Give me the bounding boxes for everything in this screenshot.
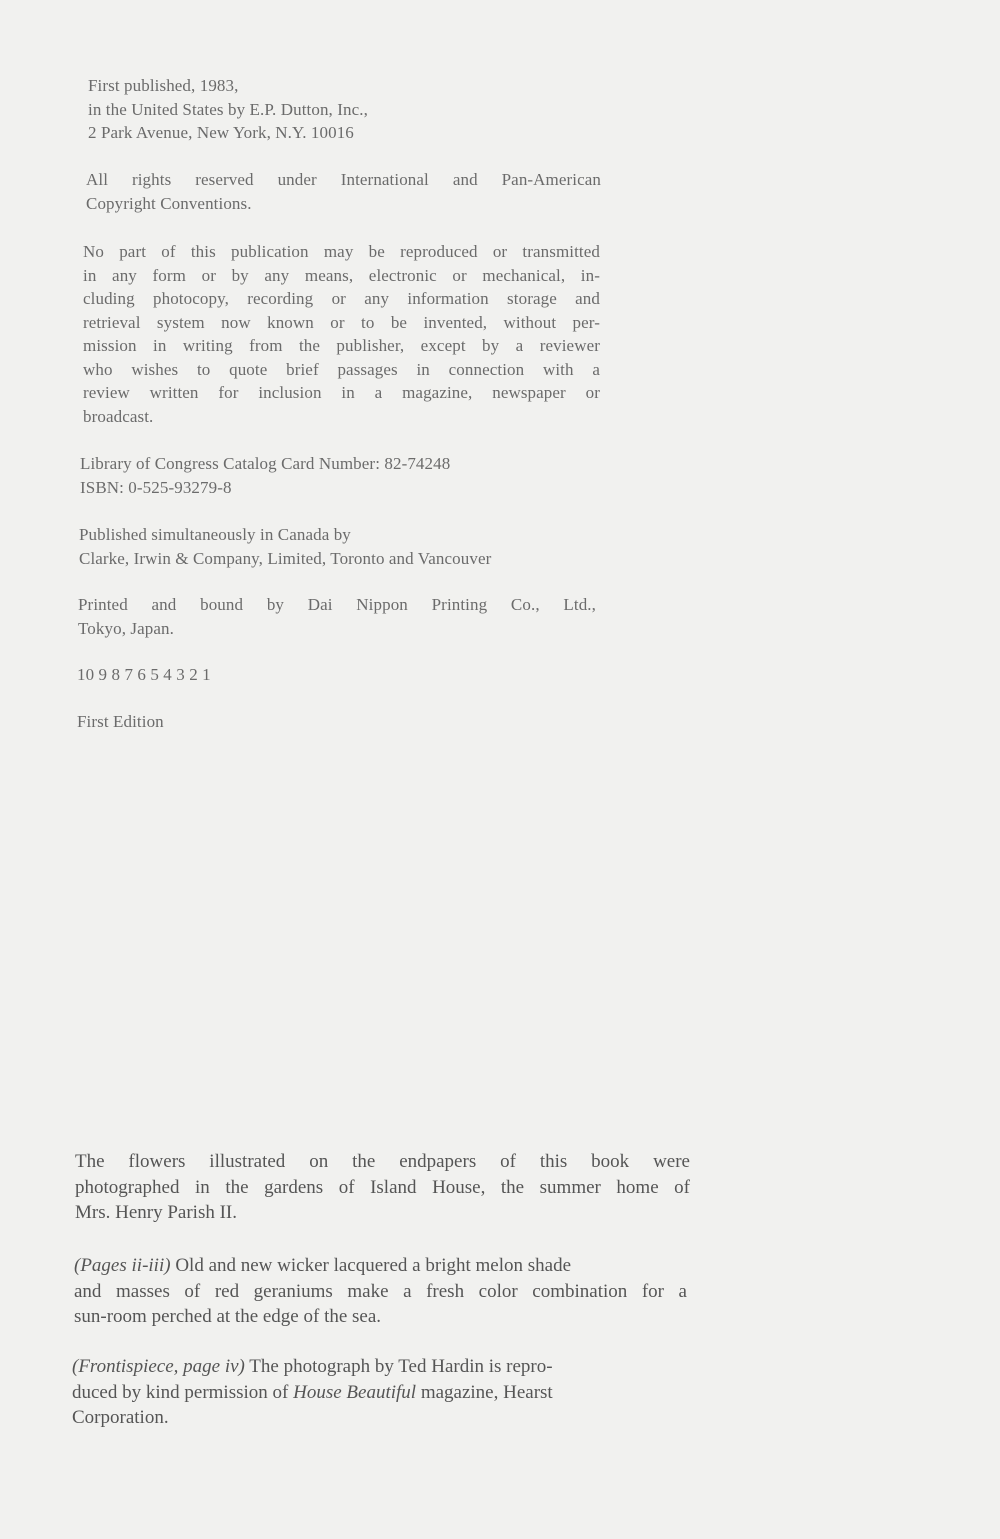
print-number-line: 10 9 8 7 6 5 4 3 2 1 (77, 665, 211, 684)
endpapers-line: Mrs. Henry Parish II. (75, 1202, 238, 1223)
reproduction-line: broadcast. (83, 406, 154, 426)
pages-caption-line: (Pages ii-iii) Old and new wicker lacquered a bright melon shade (74, 1255, 572, 1276)
endpapers-line: photographed in the gardens of Island House, the summer home of (75, 1176, 690, 1198)
reproduction-line: cluding photocopy, recording or any information storage and (83, 289, 600, 308)
frontispiece-line: Corporation. (72, 1407, 169, 1428)
reproduction-notice (83, 240, 600, 428)
reproduction-line: review written for inclusion in a magazine, newspaper or (83, 383, 600, 402)
canada-publisher (79, 523, 599, 570)
printer-line: Tokyo, Japan. (78, 618, 174, 638)
edition-label: First Edition (77, 712, 164, 731)
reproduction-line: who wishes to quote brief passages in connection with a (83, 359, 600, 379)
frontispiece-line: duced by kind permission of House Beautiful magazine, Hearst (72, 1381, 553, 1403)
isbn-line: ISBN: 0-525-93279-8 (80, 477, 232, 497)
publication-info (88, 74, 468, 145)
endpapers-note (75, 1149, 690, 1226)
printer-line: Printed and bound by Dai Nippon Printing Co., Ltd., (78, 595, 596, 614)
pages-caption-label: (Pages ii-iii) (74, 1255, 171, 1276)
pages-caption-line: and masses of red geraniums make a fresh color combination for a (74, 1280, 687, 1302)
frontispiece-line: (Frontispiece, page iv) The photograph by Ted Hardin is repro- (72, 1356, 553, 1377)
canada-line: Published simultaneously in Canada by (79, 525, 351, 544)
frontispiece-caption (72, 1354, 683, 1431)
rights-line: Copyright Conventions. (86, 193, 252, 213)
magazine-title: House Beautiful (293, 1381, 417, 1403)
publication-line: in the United States by E.P. Dutton, Inc., (88, 99, 368, 119)
reproduction-line: mission in writing from the publisher, except by a reviewer (83, 336, 600, 355)
publication-line: 2 Park Avenue, New York, N.Y. 10016 (88, 123, 354, 142)
rights-notice (86, 168, 601, 215)
frontispiece-label: (Frontispiece, page iv) (72, 1356, 245, 1377)
rights-line: All rights reserved under International and Pan-American (86, 170, 601, 189)
publication-line: First published, 1983, (88, 76, 239, 95)
pages-caption (74, 1253, 687, 1330)
reproduction-line: No part of this publication may be reproduced or transmitted (83, 242, 600, 261)
endpapers-line: The flowers illustrated on the endpapers of this book were (75, 1151, 690, 1172)
catalog-info (80, 452, 550, 499)
printer-info (78, 593, 596, 640)
canada-line: Clarke, Irwin & Company, Limited, Toronto and Vancouver (79, 548, 492, 568)
lccn-line: Library of Congress Catalog Card Number: 82-74248 (80, 454, 451, 473)
pages-caption-line: sun-room perched at the edge of the sea. (74, 1306, 382, 1327)
reproduction-line: in any form or by any means, electronic or mechanical, in- (83, 265, 600, 285)
reproduction-line: retrieval system now known or to be invented, without per- (83, 312, 600, 332)
